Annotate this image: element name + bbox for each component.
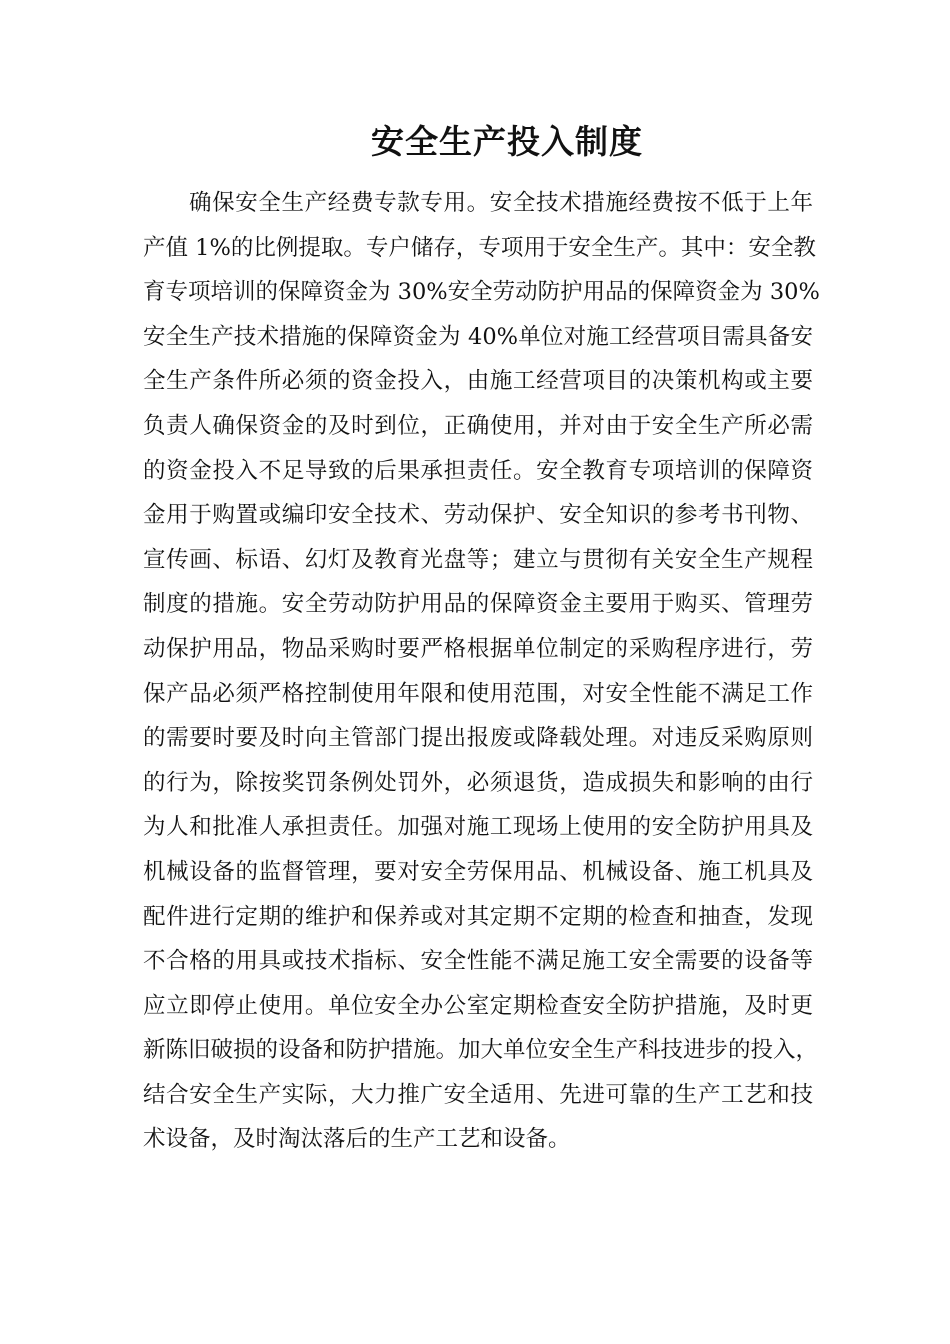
body-paragraph (143, 181, 820, 1162)
paragraph-line: 为人和批准人承担责任。加强对施工现场上使用的安全防护用具及 (143, 814, 813, 841)
paragraph-line: 术设备，及时淘汰落后的生产工艺和设备。 (143, 1126, 571, 1153)
paragraph-line: 的资金投入不足导致的后果承担责任。安全教育专项培训的保障资 (143, 457, 813, 484)
paragraph-line: 安全生产技术措施的保障资金为 40%单位对施工经营项目需具备安 (143, 323, 813, 350)
paragraph-line: 育专项培训的保障资金为 30%安全劳动防护用品的保障资金为 30% (143, 279, 820, 306)
paragraph-line: 结合安全生产实际，大力推广安全适用、先进可靠的生产工艺和技 (143, 1081, 813, 1108)
paragraph-line: 不合格的用具或技术指标、安全性能不满足施工安全需要的设备等 (143, 948, 813, 975)
paragraph-line: 新陈旧破损的设备和防护措施。加大单位安全生产科技进步的投入， (143, 1037, 819, 1064)
paragraph-line: 应立即停止使用。单位安全办公室定期检查安全防护措施，及时更 (143, 992, 813, 1019)
paragraph-line: 的需要时要及时向主管部门提出报废或降载处理。对违反采购原则 (143, 725, 813, 752)
paragraph-line: 负责人确保资金的及时到位，正确使用，并对由于安全生产所必需 (143, 412, 813, 439)
paragraph-line: 金用于购置或编印安全技术、劳动保护、安全知识的参考书刊物、 (143, 502, 813, 529)
paragraph-line: 产值 1%的比例提取。专户储存，专项用于安全生产。其中：安全教 (143, 234, 816, 261)
paragraph-line: 制度的措施。安全劳动防护用品的保障资金主要用于购买、管理劳 (143, 591, 813, 618)
page-title: 安全生产投入制度 (371, 122, 643, 161)
paragraph-line: 全生产条件所必须的资金投入，由施工经营项目的决策机构或主要 (143, 368, 813, 395)
paragraph-line: 保产品必须严格控制使用年限和使用范围，对安全性能不满足工作 (143, 680, 813, 707)
paragraph-line: 的行为，除按奖罚条例处罚外，必须退货，造成损失和影响的由行 (143, 769, 813, 796)
paragraph-line: 配件进行定期的维护和保养或对其定期不定期的检查和抽查，发现 (143, 903, 813, 930)
paragraph-line: 机械设备的监督管理，要对安全劳保用品、机械设备、施工机具及 (143, 858, 813, 885)
paragraph-line: 动保护用品，物品采购时要严格根据单位制定的采购程序进行，劳 (143, 635, 813, 662)
paragraph-line: 宣传画、标语、幻灯及教育光盘等；建立与贯彻有关安全生产规程 (143, 546, 813, 573)
paragraph-line: 确保安全生产经费专款专用。安全技术措施经费按不低于上年 (189, 190, 813, 216)
